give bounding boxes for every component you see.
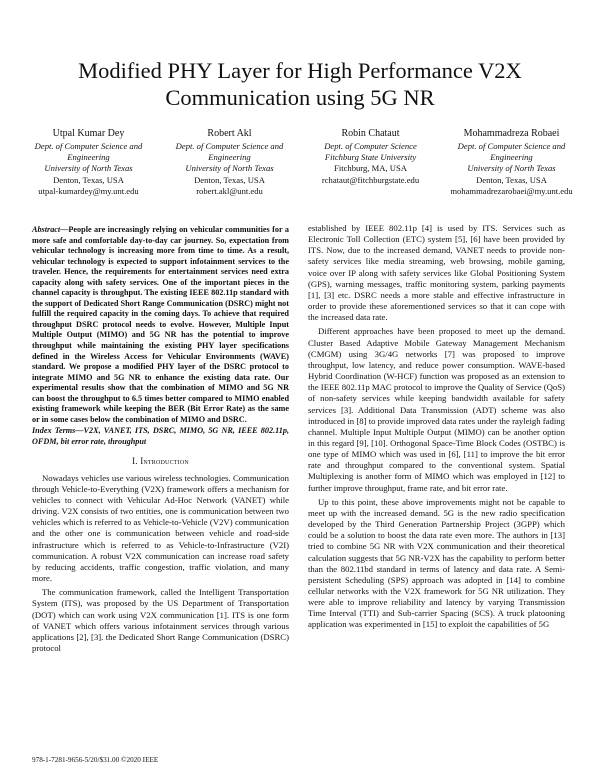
- author-dept: Dept. of Computer Science and Engineering: [457, 141, 566, 163]
- author-name: Mohammadreza Robaei: [463, 128, 560, 139]
- author-block: [18, 127, 582, 197]
- author-city: Denton, Texas, USA: [476, 174, 547, 185]
- author-email: rchataut@fitchburgstate.edu: [321, 174, 420, 185]
- paragraph: established by IEEE 802.11p [4] is used by ITS. Services such as Electronic Toll Collection (ETC) system [5], [6] have been provided by ITS. Now, due to the increased demand, VANET needs to provide non-safety services like media streaming, web browsing, mobile gaming, voice over IP along with safety services like Global Positioning System (GPS), warning messages, traffic monitoring system, parking payments [1], [3] etc. DSRC needs a more stable and effective infrastructure in order to provide these aforementioned services so that it can cope with the increased data rate.: [308, 223, 565, 323]
- author-name: Utpal Kumar Dey: [52, 128, 125, 139]
- right-column: [308, 223, 565, 634]
- author-name: Robin Chataut: [341, 128, 400, 139]
- author-email: utpal-kumardey@my.unt.edu: [38, 185, 139, 196]
- author-email: robert.akl@unt.edu: [196, 185, 263, 196]
- index-terms-label: Index Terms: [32, 426, 76, 436]
- paragraph: Different approaches have been proposed to meet up the demand. Cluster Based Adaptive Mobile Gateway Management Mechanism (CMGM) using 3G/4G networks [7] was proposed to improve throughput, low latency, and reduce power consumption. WAVE-based Hybrid Coordination (W-HCF) function was proposed as an extension to the IEEE 802.11p MAC protocol to improve the Quality of Service (QoS) of non-safety services while keeping bandwidth available for safety services [3]. Additional Data Transmission (ADT) scheme was also introduced in [8] to provide improved data rates under the rayleigh fading channel. Multiple Input Multiple Output (MIMO) can be another option in this regard [9], [10]. Orthogonal Space-Time Block Codes (OSTBC) is one type of MIMO which was used in [6], [11] to improve the bit error rate and throughput compared to the conventional system. Spatial Multiplexing is another form of MIMO which was employed in [12] to further improve throughput, frame rate, and bit error rate.: [308, 326, 565, 493]
- author-univ: Fitchburg State University: [324, 152, 417, 163]
- paragraph: Up to this point, these above improvements might not be capable to meet up with the increased demand. 5G is the new radio specification developed by the Third Generation Partnership Project (3GPP) which could be a solution to boost the data rate even more. The authors in [13] tried to combine 5G NR with V2X communication and their theoretical calculation suggests that 5G NR-V2X has the capability to perform better than the 802.11bd standard in terms of latency and data rate. A Semi-persistent Scheduling (SPS) approach was adopted in [14] to combine cellular networks with the V2X framework for 5G NR utilization. They were able to improve reliability and latency by varying Transmission Time Interval (TTI) and Sub-carrier Spacing (SCS). A truck platooning application was experimented in [15] to exploit the capabilities of 5G: [308, 496, 565, 630]
- paragraph: Nowadays vehicles use various wireless technologies. Communication through Vehicle-to-Everything (V2X) framework offers a mechanism for vehicles to connect with Vehicular Ad-Hoc Network (VANET) while driving. V2X consists of two entities, one is communication between two vehicles which is referred to as Vehicle-to-Vehicle (V2V) communication and the other one is communication between vehicle and road-side infrastructure which is referred to as Vehicle-to-Infrastructure (V2I) communication. A robust V2X communication can increase road safety by reducing accidents, traffic congestion, traffic violation, and many more.: [32, 472, 289, 584]
- abstract-label: Abstract: [32, 225, 61, 234]
- author-univ: University of North Texas: [467, 163, 556, 174]
- author-city: Denton, Texas, USA: [194, 174, 265, 185]
- author-1: [18, 127, 159, 197]
- section-title: Introduction: [140, 456, 189, 467]
- author-email: mohammadrezarobaei@my.unt.edu: [450, 185, 573, 196]
- author-dept: Dept. of Computer Science and Engineering: [34, 141, 143, 163]
- author-dept: Dept. of Computer Science: [324, 141, 417, 151]
- paragraph: The communication framework, called the Intelligent Transportation System (ITS), was proposed by the US Department of Transportation (DOT) which can work using V2X communication [1]. ITS is one form of VANET which offers various infotainment services through various applications [2], [3]. the Dedicated Short Range Communication (DSRC) protocol: [32, 587, 289, 653]
- author-2: [159, 127, 300, 197]
- index-terms: [32, 426, 289, 447]
- author-city: Denton, Texas, USA: [53, 174, 124, 185]
- section-number: I.: [132, 456, 141, 467]
- copyright-footer: 978-1-7281-9656-5/20/$31.00 ©2020 IEEE: [32, 756, 159, 764]
- section-heading: [32, 456, 289, 467]
- paper-title: Modified PHY Layer for High Performance V2X Communication using 5G NR: [78, 58, 522, 110]
- author-dept: Dept. of Computer Science and Engineering: [175, 141, 284, 163]
- left-column: [32, 225, 289, 657]
- author-univ: University of North Texas: [185, 163, 274, 174]
- author-univ: University of North Texas: [44, 163, 133, 174]
- abstract: [32, 225, 289, 425]
- author-city: Fitchburg, MA, USA: [334, 163, 407, 174]
- author-3: [300, 127, 441, 197]
- abstract-text: —People are increasingly relying on vehicular communities for a more safe and comfortable day-to-day car journey. So, expectation from vehicular technology is increasing more from time to time. As a result, vehicular technology is expected to support infotainment services to the traveler. Hence, the requirements for entertainment services need extra capacity along with safety services. One of the important pieces in the channel capacity is throughput. The existing IEEE 802.11p standard with the support of Dedicated Short Range Communication (DSRC) might not fulfill the required capacity in the coming days. To achieve that required throughput DSRC protocol needs to evolve. However, Multiple Input Multiple Output (MIMO) and 5G NR has the potential to improve throughput while maintaining the existing PHY layer specifications defined in the Wireless Access for Vehicular Environments (WAVE) standard. We propose a modified PHY layer of the DSRC protocol to integrate MIMO and 5G NR to enhance the existing data rate. Our experimental results show that the combination of MIMO and 5G NR can boost the throughput to 6.5 times better compared to MIMO enabled existing framework while keeping the BER (Bit Error Rate) as the same or in some cases below the combination of MIMO and DSRC.: [32, 225, 289, 424]
- author-4: [441, 127, 582, 197]
- author-name: Robert Akl: [207, 128, 252, 139]
- index-terms-text: —V2X, VANET, ITS, DSRC, MIMO, 5G NR, IEEE 802.11p, OFDM, bit error rate, throughput: [32, 426, 289, 446]
